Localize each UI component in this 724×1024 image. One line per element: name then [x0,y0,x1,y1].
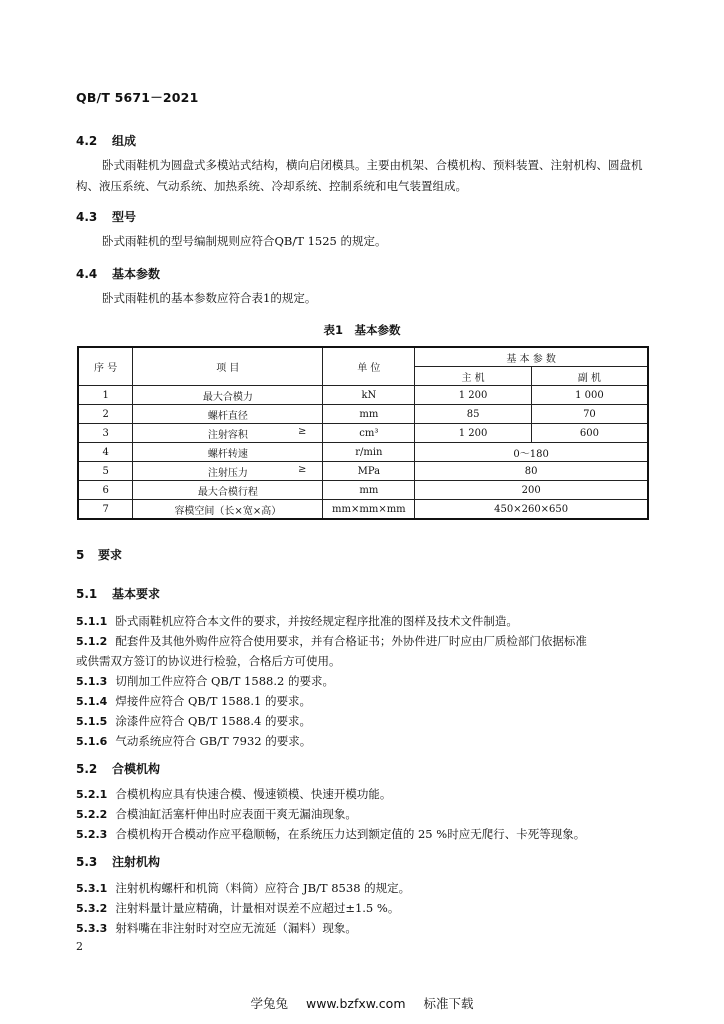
clause-text: 切削加工件应符合 QB/T 1588.2 的要求。 [115,674,334,688]
header-sub: 副 机 [531,367,648,386]
section-number: 5.2 [76,762,98,776]
header-unit: 单 位 [323,347,415,386]
cell-unit: r/min [323,443,415,462]
cell-unit: MPa [323,462,415,481]
cell-main: 1 200 [415,386,532,405]
cell-item: 最大合模力 [133,386,323,405]
footer-site-name: 学兔兔 [250,996,288,1011]
cell-merged: 80 [415,462,648,481]
cell-unit: mm [323,405,415,424]
footer-url[interactable]: www.bzfxw.com [305,996,406,1011]
section-title: 基本要求 [112,587,161,601]
section-4-3-heading [76,208,136,225]
cell-seq: 2 [78,405,133,424]
section-4-2-text: 卧式雨鞋机为圆盘式多模站式结构，横向启闭模具。主要由机架、合模机构、预料装置、注射机构、圆盘机构、液压系统、气动系统、加热系统、冷却系统、控制系统和电气装置组成。 [76,158,643,193]
section-title: 基本参数 [112,267,161,281]
cell-unit: mm×mm×mm [323,500,415,520]
cell-sub: 1 000 [531,386,648,405]
cell-sub: 600 [531,424,648,443]
section-4-4-heading [76,265,160,282]
table-row [78,405,648,424]
clause-text: 卧式雨鞋机应符合本文件的要求，并按经规定程序批准的图样及技术文件制造。 [115,614,518,628]
cell-seq: 1 [78,386,133,405]
ge-symbol: ≥ [298,426,307,437]
clause-number: 5.1.6 [76,735,108,748]
clause-continuation: 或供需双方签订的协议进行检验，合格后方可使用。 [76,654,341,668]
cell-item: 最大合模行程 [133,481,323,500]
header-main: 主 机 [415,367,532,386]
cell-unit: mm [323,481,415,500]
section-number: 5.3 [76,855,98,869]
clause-text: 合模机构开合模动作应平稳顺畅，在系统压力达到额定值的 25 %时应无爬行、卡死等现象。 [115,827,586,841]
clause-number: 5.2.2 [76,808,108,821]
clause [76,633,587,649]
header-item: 项 目 [133,347,323,386]
section-title: 合模机构 [112,762,161,776]
section-title: 要求 [98,548,123,562]
clause-number: 5.3.3 [76,922,108,935]
cell-unit: kN [323,386,415,405]
clause-number: 5.1.4 [76,695,108,708]
basic-parameters-table [77,346,649,520]
footer-watermark [0,994,724,1012]
clause-text: 射料嘴在非注射时对空应无流延（漏料）现象。 [115,921,357,935]
clause-number: 5.3.2 [76,902,108,915]
clause [76,613,518,629]
clause-text: 注射料量计量应精确，计量相对误差不应超过±1.5 %。 [115,901,400,915]
clause [76,693,311,709]
table-caption: 表1 基本参数 [323,323,401,337]
clause-number: 5.3.1 [76,882,108,895]
clause-text: 合模油缸活塞杆伸出时应表面干爽无漏油现象。 [115,807,357,821]
cell-unit: cm³ [323,424,415,443]
header-seq: 序 号 [78,347,133,386]
clause [76,673,334,689]
section-5-heading [76,546,122,563]
cell-item [133,462,323,481]
section-title: 组成 [112,134,137,148]
clause-text: 合模机构应具有快速合模、慢速锁模、快速开模功能。 [115,787,392,801]
cell-seq: 4 [78,443,133,462]
cell-main: 85 [415,405,532,424]
cell-seq: 6 [78,481,133,500]
standard-number: QB/T 5671－2021 [76,90,199,105]
section-number: 5 [76,548,85,562]
clause [76,713,311,729]
section-4-3-text: 卧式雨鞋机的型号编制规则应符合QB/T 1525 的规定。 [102,234,387,248]
clause-text: 气动系统应符合 GB/T 7932 的要求。 [115,734,312,748]
table-row [78,462,648,481]
item-label: 注射容积 [207,429,248,441]
table-row [78,481,648,500]
table-row [78,443,648,462]
section-number: 4.2 [76,134,98,148]
clause [76,920,357,936]
section-5-1-heading [76,585,160,602]
clause [76,786,391,802]
section-number: 5.1 [76,587,98,601]
clause-text: 焊接件应符合 QB/T 1588.1 的要求。 [115,694,311,708]
cell-seq: 7 [78,500,133,520]
section-4-4-text: 卧式雨鞋机的基本参数应符合表1的规定。 [102,291,317,305]
clause [76,900,399,916]
section-5-3-heading [76,853,160,870]
cell-merged: 0～180 [415,443,648,462]
clause [76,826,585,842]
cell-main: 1 200 [415,424,532,443]
clause [76,733,311,749]
cell-merged: 200 [415,481,648,500]
table-row [78,386,648,405]
clause-text: 涂漆件应符合 QB/T 1588.4 的要求。 [115,714,311,728]
ge-symbol: ≥ [298,464,307,475]
item-label: 注射压力 [207,467,248,479]
cell-item: 螺杆直径 [133,405,323,424]
section-title: 注射机构 [112,855,161,869]
header-params: 基 本 参 数 [415,347,648,367]
cell-item [133,424,323,443]
cell-seq: 3 [78,424,133,443]
cell-item: 容模空间（长×宽×高） [133,500,323,520]
page-number: 2 [76,940,83,953]
clause-text: 配套件及其他外购件应符合使用要求，并有合格证书；外协件进厂时应由厂质检部门依据标准 [115,634,587,648]
clause-number: 5.1.1 [76,615,108,628]
section-number: 4.3 [76,210,98,224]
section-title: 型号 [112,210,137,224]
section-5-2-heading [76,760,160,777]
section-number: 4.4 [76,267,98,281]
cell-seq: 5 [78,462,133,481]
clause [76,880,410,896]
footer-slogan: 标准下载 [423,996,474,1011]
clause-number: 5.2.1 [76,788,108,801]
table-row [78,500,648,520]
clause [76,806,357,822]
clause-number: 5.1.2 [76,635,108,648]
clause-text: 注射机构螺杆和机筒（料筒）应符合 JB/T 8538 的规定。 [115,881,411,895]
clause-number: 5.2.3 [76,828,108,841]
cell-item: 螺杆转速 [133,443,323,462]
cell-sub: 70 [531,405,648,424]
table-header-row [78,347,648,367]
clause-number: 5.1.5 [76,715,108,728]
cell-merged: 450×260×650 [415,500,648,520]
table-row [78,424,648,443]
clause-number: 5.1.3 [76,675,108,688]
section-4-2-heading [76,132,136,149]
